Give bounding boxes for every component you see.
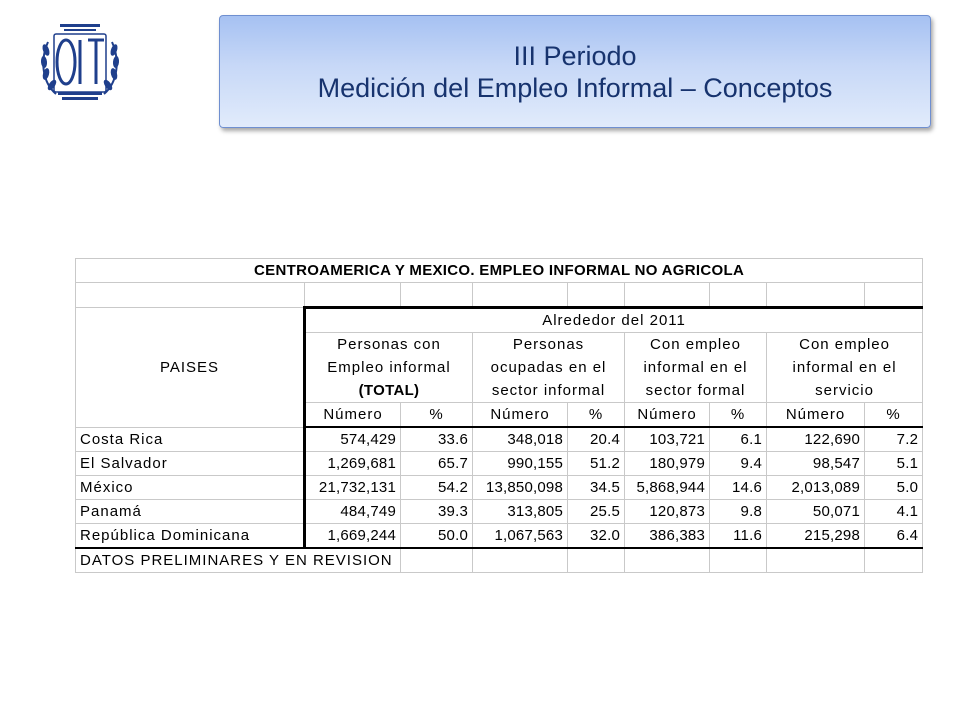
group-1-line3: (TOTAL) — [305, 379, 473, 403]
group-1-line1: Personas con — [305, 333, 473, 357]
value-cell: 14.6 — [710, 476, 767, 500]
group-4-line1: Con empleo — [767, 333, 923, 357]
informal-employment-table — [75, 258, 923, 573]
subheader-pct-4: % — [865, 403, 923, 428]
value-cell: 2,013,089 — [767, 476, 865, 500]
group-4-line3: servicio — [767, 379, 923, 403]
value-cell: 313,805 — [473, 500, 568, 524]
value-cell: 122,690 — [767, 427, 865, 452]
group-3-line3: sector formal — [625, 379, 767, 403]
group-2-line1: Personas — [473, 333, 625, 357]
value-cell: 4.1 — [865, 500, 923, 524]
value-cell: 574,429 — [305, 427, 401, 452]
value-cell: 50.0 — [401, 524, 473, 549]
value-cell: 5.1 — [865, 452, 923, 476]
country-cell: El Salvador — [76, 452, 305, 476]
value-cell: 6.4 — [865, 524, 923, 549]
value-cell: 9.4 — [710, 452, 767, 476]
footnote: DATOS PRELIMINARES Y EN REVISION — [76, 548, 401, 573]
subheader-numero-2: Número — [473, 403, 568, 428]
value-cell: 1,067,563 — [473, 524, 568, 549]
value-cell: 51.2 — [568, 452, 625, 476]
value-cell: 6.1 — [710, 427, 767, 452]
value-cell: 7.2 — [865, 427, 923, 452]
value-cell: 348,018 — [473, 427, 568, 452]
title-banner — [219, 15, 931, 128]
country-cell: México — [76, 476, 305, 500]
value-cell: 98,547 — [767, 452, 865, 476]
subheader-numero-1: Número — [305, 403, 401, 428]
subheader-pct-1: % — [401, 403, 473, 428]
value-cell: 5,868,944 — [625, 476, 710, 500]
value-cell: 180,979 — [625, 452, 710, 476]
value-cell: 484,749 — [305, 500, 401, 524]
subheader-pct-3: % — [710, 403, 767, 428]
value-cell: 33.6 — [401, 427, 473, 452]
country-cell: Costa Rica — [76, 427, 305, 452]
group-2-line3: sector informal — [473, 379, 625, 403]
value-cell: 990,155 — [473, 452, 568, 476]
value-cell: 215,298 — [767, 524, 865, 549]
slide-title: Medición del Empleo Informal – Conceptos — [317, 72, 833, 103]
table-row — [76, 427, 923, 452]
period-row — [76, 308, 923, 333]
countries-header: PAISES — [76, 308, 305, 428]
value-cell: 21,732,131 — [305, 476, 401, 500]
value-cell: 120,873 — [625, 500, 710, 524]
footnote-row — [76, 548, 923, 573]
group-1-line2: Empleo informal — [305, 356, 473, 379]
value-cell: 20.4 — [568, 427, 625, 452]
caption-row — [76, 259, 923, 283]
table-row — [76, 476, 923, 500]
subheader-numero-3: Número — [625, 403, 710, 428]
group-3-line1: Con empleo — [625, 333, 767, 357]
value-cell: 103,721 — [625, 427, 710, 452]
group-4-line2: informal en el — [767, 356, 923, 379]
value-cell: 54.2 — [401, 476, 473, 500]
value-cell: 1,269,681 — [305, 452, 401, 476]
value-cell: 32.0 — [568, 524, 625, 549]
group-3-line2: informal en el — [625, 356, 767, 379]
period-header: Alrededor del 2011 — [305, 308, 923, 333]
value-cell: 11.6 — [710, 524, 767, 549]
table-row — [76, 452, 923, 476]
value-cell: 25.5 — [568, 500, 625, 524]
value-cell: 386,383 — [625, 524, 710, 549]
subheader-numero-4: Número — [767, 403, 865, 428]
value-cell: 65.7 — [401, 452, 473, 476]
value-cell: 5.0 — [865, 476, 923, 500]
table-row — [76, 500, 923, 524]
value-cell: 39.3 — [401, 500, 473, 524]
table-caption: CENTROAMERICA Y MEXICO. EMPLEO INFORMAL NO AGRICOLA — [76, 259, 923, 283]
ilo-logo — [36, 20, 124, 106]
value-cell: 9.8 — [710, 500, 767, 524]
country-cell: República Dominicana — [76, 524, 305, 549]
table-row — [76, 524, 923, 549]
period-title: III Periodo — [513, 40, 637, 71]
subheader-pct-2: % — [568, 403, 625, 428]
value-cell: 1,669,244 — [305, 524, 401, 549]
value-cell: 34.5 — [568, 476, 625, 500]
empty-row — [76, 283, 923, 308]
group-2-line2: ocupadas en el — [473, 356, 625, 379]
value-cell: 50,071 — [767, 500, 865, 524]
country-cell: Panamá — [76, 500, 305, 524]
value-cell: 13,850,098 — [473, 476, 568, 500]
